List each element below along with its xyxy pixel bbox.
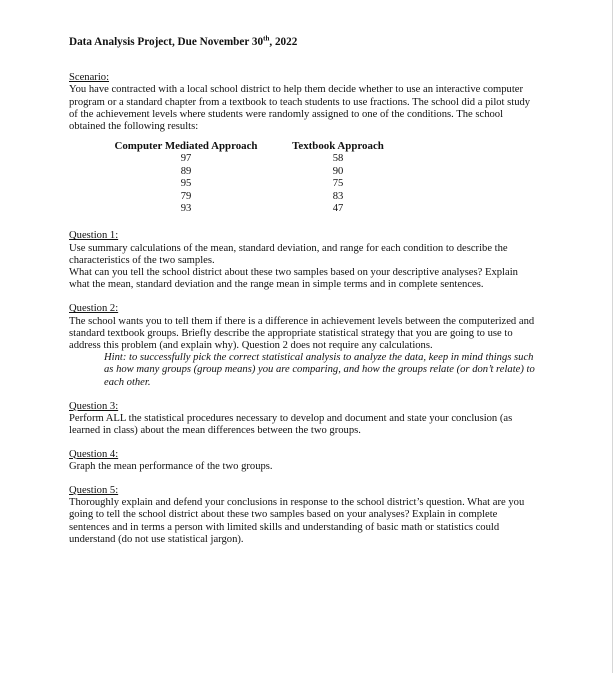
scenario-text: You have contracted with a local school district to help them decide whether to use an interactive computer program or a standard chapter from a textbook to teach students to use fractions. The school did a pilot study of the achievement levels where students were randomly assigned to one of the conditions. The school obtained the following results: [69, 84, 531, 133]
question4-section [69, 449, 539, 473]
results-table [106, 140, 539, 215]
scenario-section [69, 72, 539, 133]
question1-heading: Question 1: [69, 230, 119, 242]
question2-hint: Hint: to successfully pick the correct statistical analysis to analyze the data, keep in mind things such as how many groups (group means) you are comparing, and how the groups relate (or don’t relate) to each other. [104, 352, 535, 388]
document-content [69, 36, 539, 546]
computer-column-header: Computer Mediated Approach [114, 140, 258, 153]
question1-line1: Use summary calculations of the mean, standard deviation, and range for each condition to describe the characteristics of the two samples. [69, 242, 508, 266]
computer-value: 89 [180, 165, 192, 177]
computer-value: 97 [180, 153, 192, 165]
title-main: Data Analysis Project, Due November 30 [69, 36, 264, 48]
document-title [69, 36, 539, 48]
textbook-value: 90 [332, 165, 344, 177]
computer-column [106, 140, 266, 215]
textbook-value: 58 [332, 153, 344, 165]
computer-value: 93 [180, 203, 192, 215]
question4-text: Graph the mean performance of the two groups. [69, 460, 273, 472]
question3-text: Perform ALL the statistical procedures necessary to develop and document and state your conclusion (as learned in class) about the mean differences between the two groups. [69, 413, 513, 437]
textbook-column [286, 140, 390, 215]
question3-section [69, 401, 539, 438]
title-tail: , 2022 [269, 36, 298, 48]
textbook-value: 83 [332, 190, 344, 202]
question4-heading: Question 4: [69, 448, 119, 460]
title-superscript: th [263, 34, 270, 43]
computer-value: 79 [180, 190, 192, 202]
question5-section [69, 485, 539, 546]
textbook-value: 47 [332, 203, 344, 215]
question2-section [69, 303, 539, 388]
question2-heading: Question 2: [69, 303, 119, 315]
question1-line2: What can you tell the school district about these two samples based on your descriptive analyses? Explain what the mean, standard deviation and the range mean in simple terms and in complete sentences. [69, 267, 518, 291]
textbook-column-header: Textbook Approach [292, 140, 384, 153]
textbook-value: 75 [332, 178, 344, 190]
question2-text: The school wants you to tell them if there is a difference in achievement levels between the computerized and standard textbook groups. Briefly describe the appropriate statistical strategy that you are going to use to address this problem (and explain why). Question 2 does not require any calculations. [69, 315, 535, 352]
question5-text: Thoroughly explain and defend your conclusions in response to the school district’s question. What are you going to tell the school district about these two samples based on your analyses? Explain in complete sentences and in terms a person with limited skills and understanding of basic math or statistics could understand (do not use statistical jargon). [69, 497, 525, 545]
scenario-heading: Scenario: [69, 72, 110, 84]
question5-heading: Question 5: [69, 484, 119, 496]
question3-heading: Question 3: [69, 400, 119, 412]
computer-value: 95 [180, 178, 192, 190]
question1-section [69, 230, 539, 291]
